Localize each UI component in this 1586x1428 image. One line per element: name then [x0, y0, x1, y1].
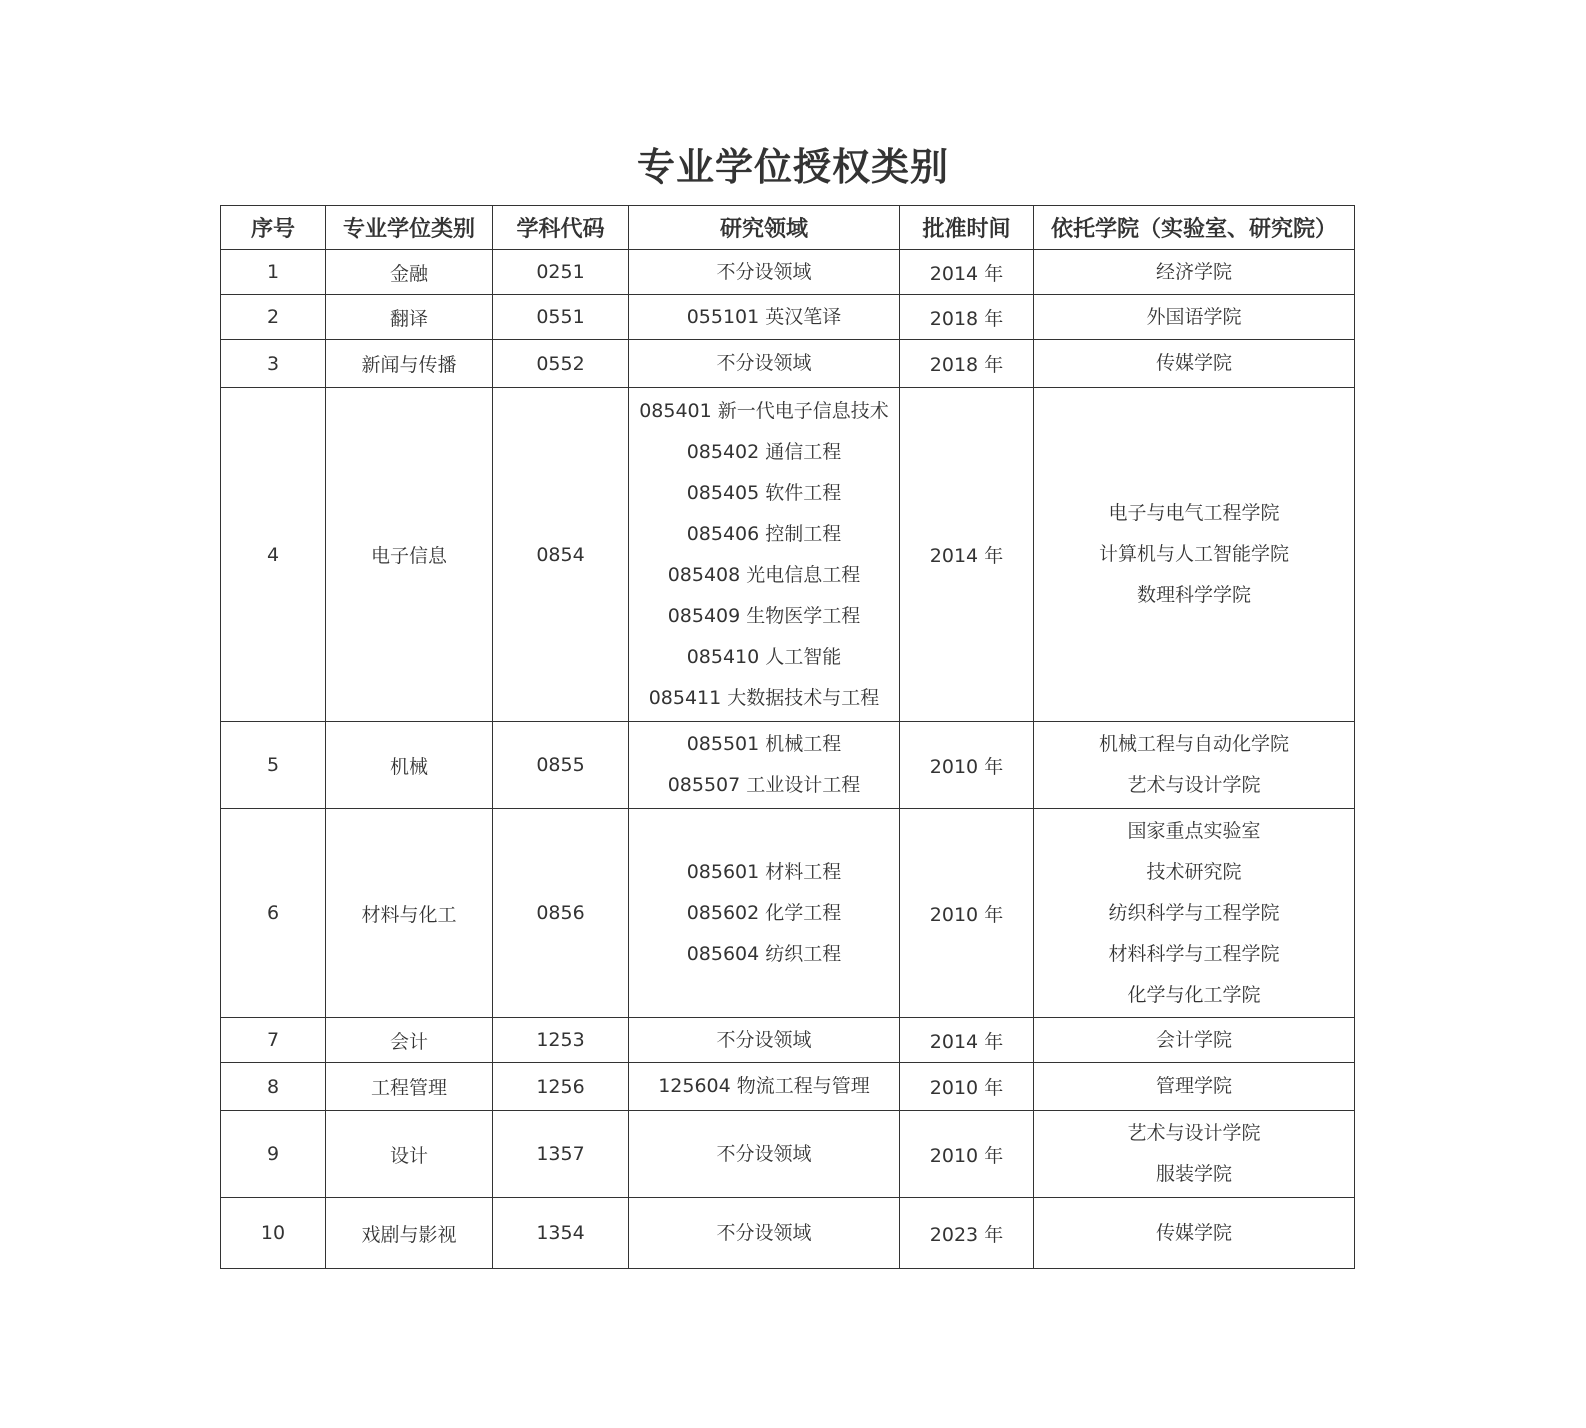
college-line: 外国语学院: [1146, 305, 1242, 328]
header-code: 学科代码: [493, 206, 629, 250]
table-row: [221, 1198, 1355, 1269]
college-line: 艺术与设计学院: [1127, 774, 1261, 796]
cell-year: 2018 年: [900, 295, 1034, 340]
field-line: 085402 通信工程: [686, 440, 842, 463]
field-line: 085409 生物医学工程: [667, 604, 861, 627]
table-row: [221, 809, 1355, 1018]
cell-year: 2010 年: [900, 1063, 1034, 1111]
cell-code: 0856: [493, 809, 629, 1018]
cell-colleges: [1034, 1198, 1355, 1269]
cell-category: 电子信息: [326, 388, 493, 722]
cell-fields: [629, 340, 900, 388]
field-line: 085408 光电信息工程: [667, 563, 861, 586]
field-line: 085507 工业设计工程: [667, 774, 861, 796]
cell-colleges: [1034, 1111, 1355, 1198]
field-line: 085406 控制工程: [686, 522, 842, 545]
cell-year: 2014 年: [900, 1018, 1034, 1063]
header-colleges: 依托学院（实验室、研究院）: [1034, 206, 1355, 250]
cell-year: 2010 年: [900, 809, 1034, 1018]
cell-fields: [629, 388, 900, 722]
college-line: 国家重点实验室: [1127, 819, 1261, 842]
cell-no: 2: [221, 295, 326, 340]
table-row: [221, 722, 1355, 809]
cell-code: 0551: [493, 295, 629, 340]
table-row: [221, 340, 1355, 388]
college-line: 机械工程与自动化学院: [1098, 733, 1289, 755]
college-line: 数理科学学院: [1136, 584, 1251, 606]
page-title: 专业学位授权类别: [636, 145, 949, 189]
header-category: 专业学位类别: [326, 206, 493, 250]
field-line: 085405 软件工程: [686, 481, 842, 504]
college-line: 会计学院: [1155, 1028, 1232, 1051]
college-line: 传媒学院: [1155, 352, 1232, 374]
cell-fields: [629, 1198, 900, 1269]
cell-no: 8: [221, 1063, 326, 1111]
cell-code: 0854: [493, 388, 629, 722]
table-row: [221, 1018, 1355, 1063]
cell-fields: [629, 295, 900, 340]
cell-year: 2023 年: [900, 1198, 1034, 1269]
field-line: 不分设领域: [716, 1221, 812, 1244]
cell-code: 0552: [493, 340, 629, 388]
cell-code: 1357: [493, 1111, 629, 1198]
cell-no: 9: [221, 1111, 326, 1198]
college-line: 艺术与设计学院: [1127, 1122, 1261, 1144]
cell-code: 1256: [493, 1063, 629, 1111]
header-no: 序号: [221, 206, 326, 250]
cell-year: 2014 年: [900, 388, 1034, 722]
cell-category: 材料与化工: [326, 809, 493, 1018]
college-line: 管理学院: [1155, 1075, 1232, 1097]
cell-category: 会计: [326, 1018, 493, 1063]
cell-category: 工程管理: [326, 1063, 493, 1111]
field-line: 085604 纺织工程: [686, 942, 842, 965]
college-line: 服装学院: [1155, 1163, 1232, 1185]
cell-code: 0855: [493, 722, 629, 809]
cell-no: 5: [221, 722, 326, 809]
cell-fields: [629, 1111, 900, 1198]
header-year: 批准时间: [900, 206, 1034, 250]
header-fields: 研究领域: [629, 206, 900, 250]
cell-category: 新闻与传播: [326, 340, 493, 388]
cell-year: 2010 年: [900, 722, 1034, 809]
cell-colleges: [1034, 1018, 1355, 1063]
table-row: [221, 295, 1355, 340]
cell-code: 1354: [493, 1198, 629, 1269]
table-row: [221, 1111, 1355, 1198]
cell-year: 2018 年: [900, 340, 1034, 388]
cell-code: 0251: [493, 250, 629, 295]
college-line: 技术研究院: [1146, 860, 1242, 883]
cell-year: 2010 年: [900, 1111, 1034, 1198]
college-line: 纺织科学与工程学院: [1108, 901, 1280, 924]
cell-no: 1: [221, 250, 326, 295]
field-line: 085401 新一代电子信息技术: [639, 399, 889, 422]
cell-colleges: [1034, 1063, 1355, 1111]
table-row: [221, 250, 1355, 295]
cell-fields: [629, 250, 900, 295]
cell-no: 3: [221, 340, 326, 388]
college-line: 经济学院: [1155, 260, 1232, 283]
cell-category: 设计: [326, 1111, 493, 1198]
field-line: 不分设领域: [716, 1142, 812, 1165]
header-row: [221, 206, 1355, 250]
field-line: 085411 大数据技术与工程: [648, 686, 880, 709]
college-line: 电子与电气工程学院: [1108, 502, 1280, 524]
cell-colleges: [1034, 340, 1355, 388]
field-line: 不分设领域: [716, 1028, 812, 1051]
table-row: [221, 388, 1355, 722]
field-line: 055101 英汉笔译: [686, 305, 842, 328]
cell-year: 2014 年: [900, 250, 1034, 295]
cell-no: 6: [221, 809, 326, 1018]
college-line: 传媒学院: [1155, 1221, 1232, 1244]
field-line: 不分设领域: [716, 260, 812, 283]
college-line: 计算机与人工智能学院: [1098, 543, 1289, 565]
cell-category: 戏剧与影视: [326, 1198, 493, 1269]
degree-table: [220, 205, 1355, 1269]
cell-category: 机械: [326, 722, 493, 809]
cell-fields: [629, 809, 900, 1018]
cell-no: 4: [221, 388, 326, 722]
cell-colleges: [1034, 388, 1355, 722]
college-line: 材料科学与工程学院: [1108, 942, 1280, 965]
cell-fields: [629, 1018, 900, 1063]
cell-colleges: [1034, 250, 1355, 295]
table-row: [221, 1063, 1355, 1111]
college-line: 化学与化工学院: [1127, 983, 1261, 1006]
cell-no: 10: [221, 1198, 326, 1269]
field-line: 085501 机械工程: [686, 733, 842, 755]
cell-code: 1253: [493, 1018, 629, 1063]
cell-colleges: [1034, 809, 1355, 1018]
cell-category: 翻译: [326, 295, 493, 340]
field-line: 125604 物流工程与管理: [658, 1075, 870, 1097]
field-line: 不分设领域: [716, 352, 812, 374]
field-line: 085602 化学工程: [686, 901, 842, 924]
field-line: 085601 材料工程: [686, 860, 842, 883]
cell-colleges: [1034, 722, 1355, 809]
field-line: 085410 人工智能: [686, 645, 842, 668]
cell-fields: [629, 722, 900, 809]
cell-fields: [629, 1063, 900, 1111]
cell-category: 金融: [326, 250, 493, 295]
cell-colleges: [1034, 295, 1355, 340]
cell-no: 7: [221, 1018, 326, 1063]
